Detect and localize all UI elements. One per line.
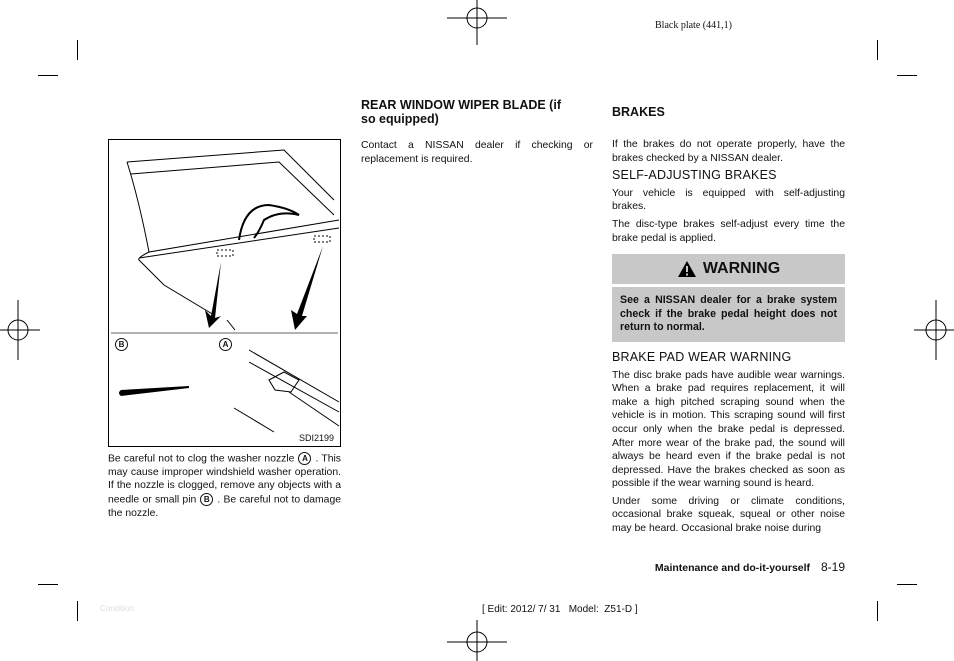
middle-column [361,98,593,170]
text: . This may cause improper windshield washer operation. If the nozzle is clogged, remove any objects with a needle or small pin [108,453,341,506]
figure-code: SDI2199 [298,433,334,443]
right-column [612,105,845,540]
self-adjusting-paragraph-2: The disc-type brakes self-adjust every time the brake pedal is applied. [612,218,845,244]
warning-header [612,254,845,284]
pad-wear-heading: BRAKE PAD WEAR WARNING [612,349,792,364]
plate-label: Black plate (441,1) [655,20,732,31]
page-footer [612,560,845,574]
condition-label: Condition: [100,604,137,613]
warning-box [612,254,845,342]
warning-text: See a NISSAN dealer for a brake system check if the brake pedal height does not return to normal. [612,287,845,342]
edit-info: [ Edit: 2012/ 7/ 31 Model: Z51-D ] [482,604,638,615]
callout-b: B [115,338,128,351]
pad-wear-paragraph: The disc brake pads have audible wear warnings. When a brake pad requires replacement, it will make a high pitched scraping sound when the vehicle is in motion. This scraping sound will first occur only when the brake pedal is depressed. After more wear of the brake pad, the sound will always be heard even if the brake pedal is not depressed. Have the brakes checked as soon as possible if the wear warning sound is heard. [612,369,845,490]
callout-a-inline: A [298,452,311,465]
text: Be careful not to clog the washer nozzle [108,453,295,465]
self-adjusting-heading: SELF-ADJUSTING BRAKES [612,168,777,183]
nozzle-paragraph [108,452,341,520]
rear-window-drawing [109,140,340,446]
self-adjusting-paragraph-1: Your vehicle is equipped with self-adjusting brakes. [612,187,845,213]
brakes-paragraph: If the brakes do not operate properly, have the brakes checked by a NISSAN dealer. [612,139,845,164]
wiper-nozzle-illustration [108,139,341,447]
callout-b-inline: B [200,493,213,506]
brakes-heading: BRAKES [612,105,665,119]
brake-noise-paragraph: Under some driving or climate conditions, occasional brake squeak, squeal or other noise may be heard. Occasional brake noise during [612,495,845,535]
page-number: 8-19 [820,560,845,574]
callout-a: A [219,338,232,351]
section-name: Maintenance and do-it-yourself [654,562,811,574]
rear-wiper-paragraph: Contact a NISSAN dealer if checking or replacement is required. [361,140,593,165]
warning-title: WARNING [702,260,781,278]
text: . Be careful not to damage the nozzle. [108,494,341,519]
warning-triangle-icon [677,260,697,278]
left-column [108,452,341,524]
rear-wiper-heading: REAR WINDOW WIPER BLADE (if so equipped) [361,98,561,126]
